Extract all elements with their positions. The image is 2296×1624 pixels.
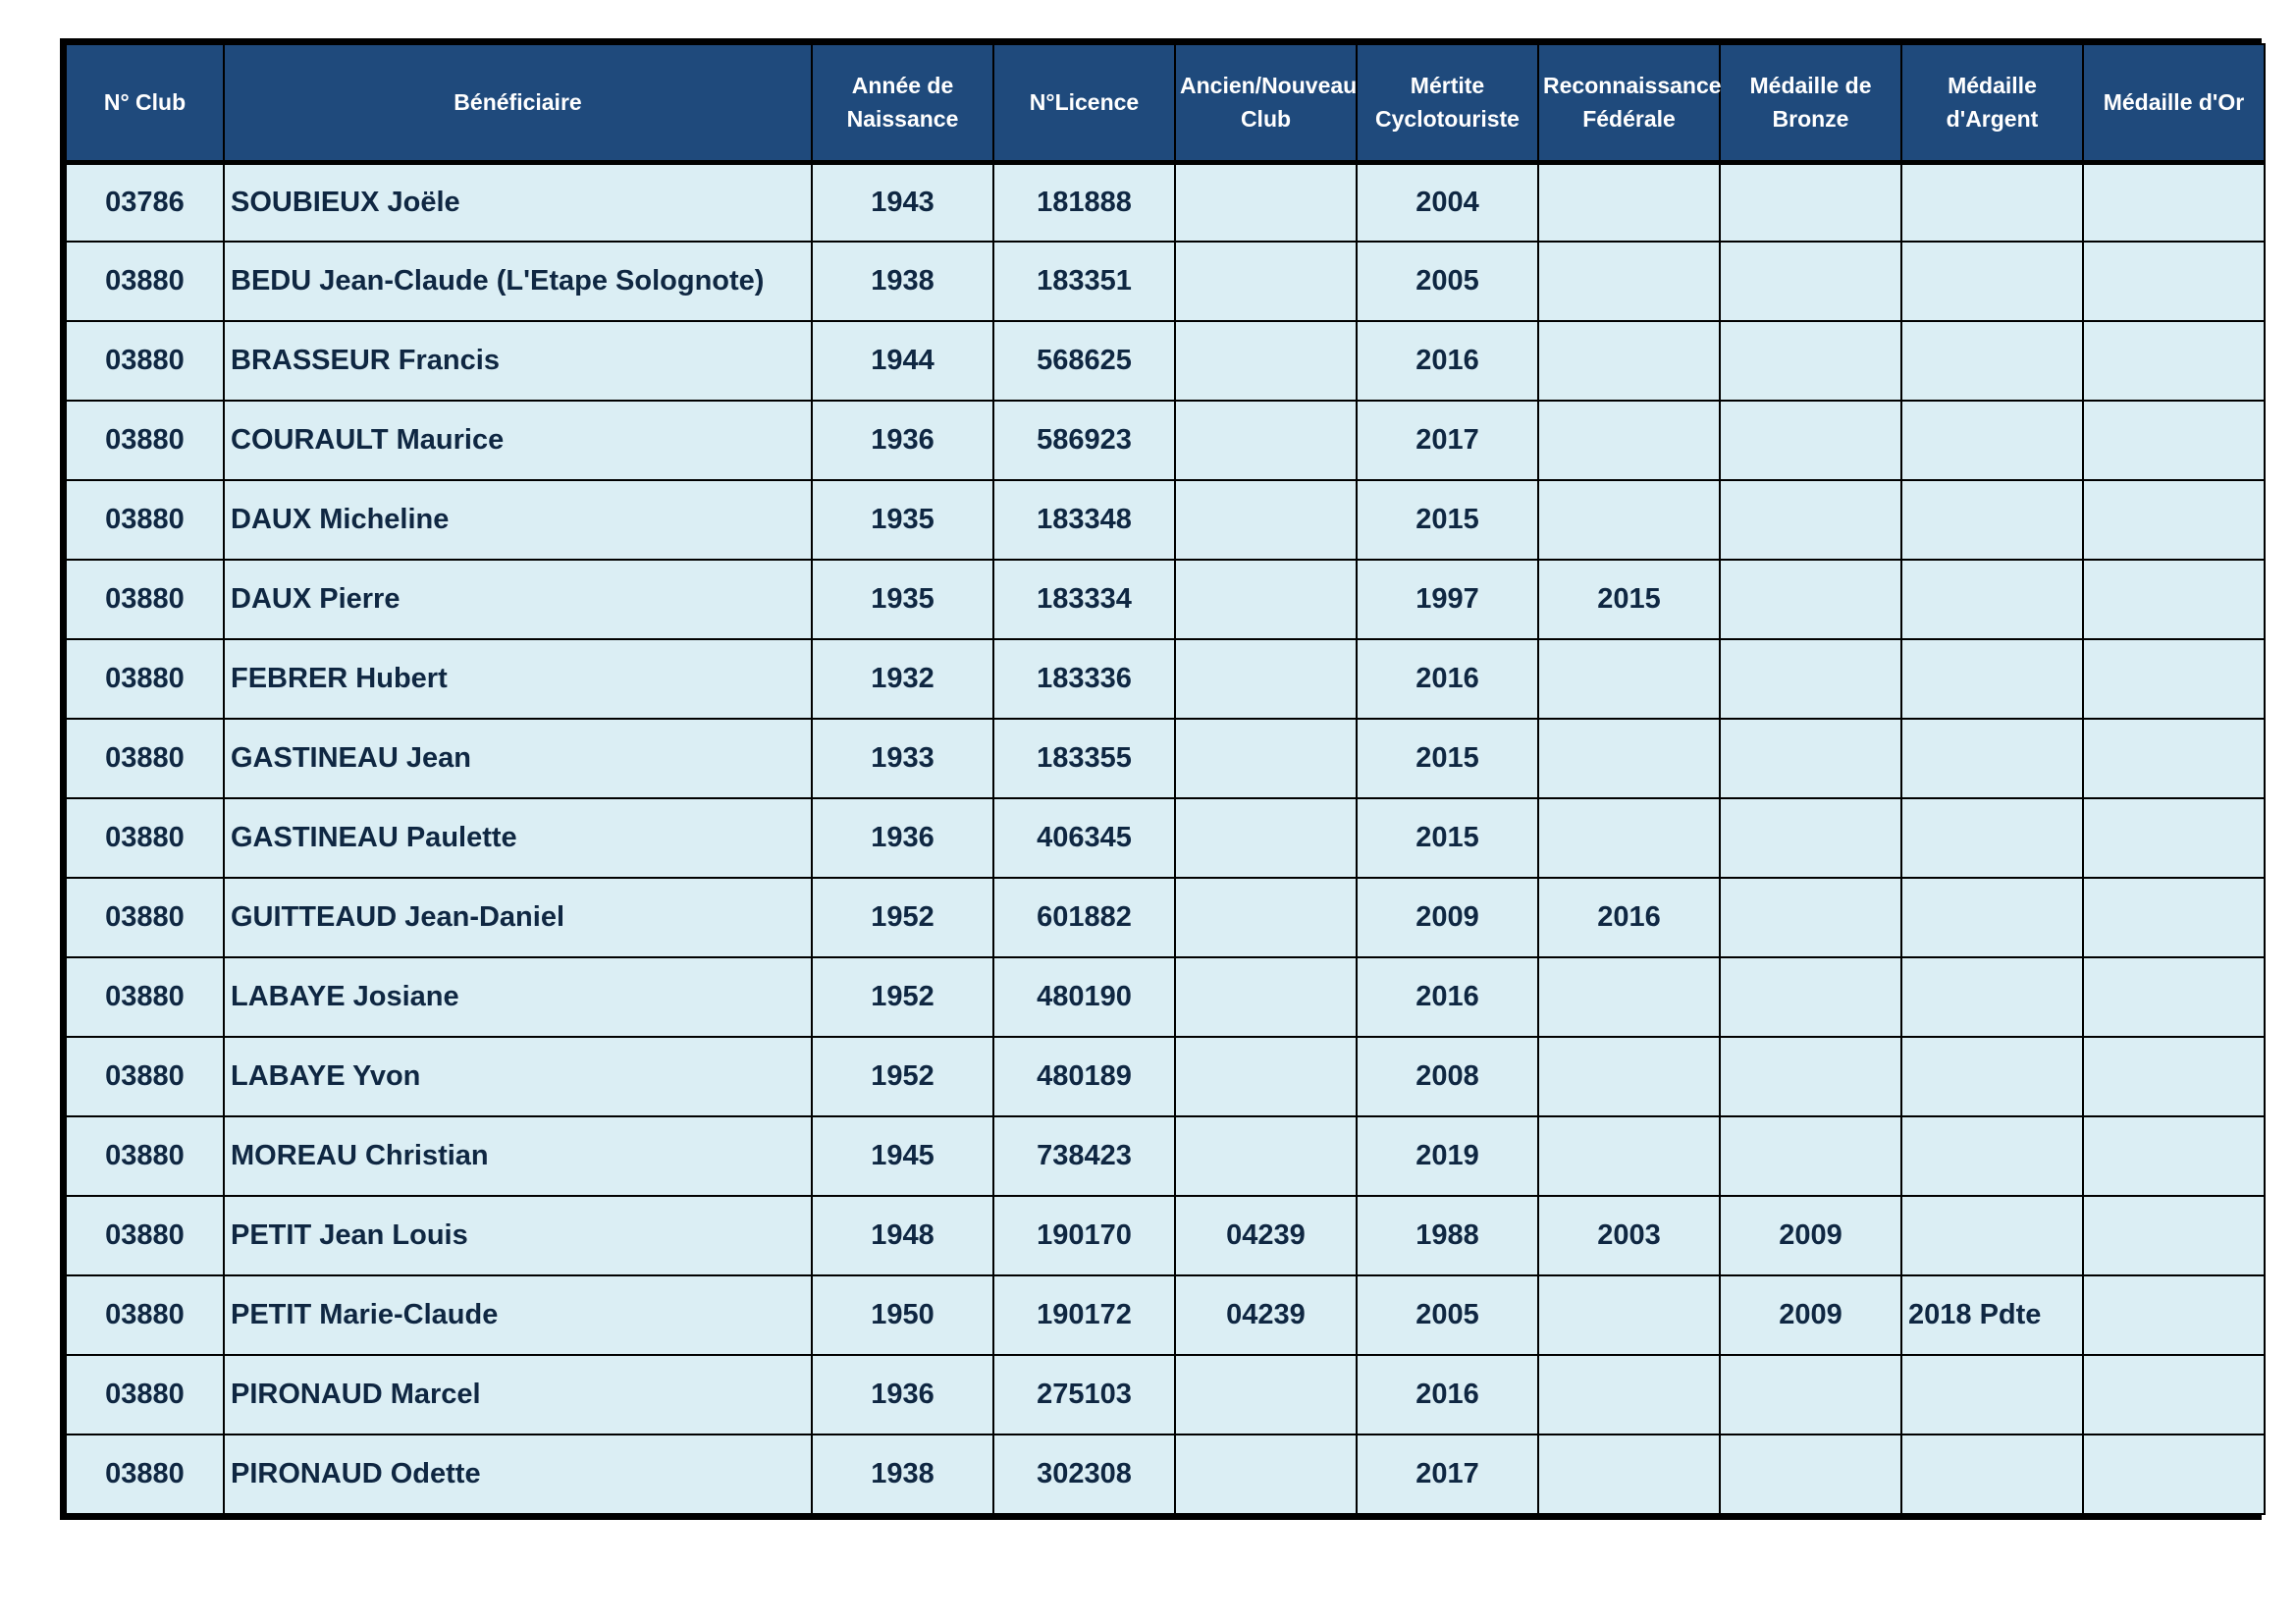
cell-medaille-argent	[1901, 639, 2083, 719]
cell-licence: 586923	[993, 401, 1175, 480]
header-club: N° Club	[66, 44, 224, 162]
cell-merite-cyclotouriste: 2015	[1357, 719, 1538, 798]
table-body	[66, 162, 2265, 1514]
cell-medaille-argent	[1901, 1116, 2083, 1196]
cell-medaille-argent	[1901, 957, 2083, 1037]
cell-beneficiaire: BEDU Jean-Claude (L'Etape Solognote)	[224, 242, 812, 321]
cell-beneficiaire: PETIT Jean Louis	[224, 1196, 812, 1275]
cell-reconnaissance-federale	[1538, 1116, 1720, 1196]
cell-beneficiaire: GUITTEAUD Jean-Daniel	[224, 878, 812, 957]
cell-club: 03880	[66, 242, 224, 321]
cell-beneficiaire: PIRONAUD Odette	[224, 1435, 812, 1514]
cell-medaille-argent	[1901, 401, 2083, 480]
cell-beneficiaire: COURAULT Maurice	[224, 401, 812, 480]
cell-medaille-argent	[1901, 1355, 2083, 1435]
cell-merite-cyclotouriste: 2009	[1357, 878, 1538, 957]
header-reconnaissance-federale: Reconnaissance Fédérale	[1538, 44, 1720, 162]
cell-medaille-argent: 2018 Pdte	[1901, 1275, 2083, 1355]
cell-medaille-argent	[1901, 162, 2083, 242]
cell-medaille-or	[2083, 1037, 2265, 1116]
cell-ancien-nouveau-club	[1175, 1435, 1357, 1514]
cell-beneficiaire: GASTINEAU Jean	[224, 719, 812, 798]
table-row	[66, 1435, 2265, 1514]
cell-reconnaissance-federale: 2003	[1538, 1196, 1720, 1275]
awards-table	[65, 43, 2266, 1515]
cell-club: 03880	[66, 1116, 224, 1196]
table-row	[66, 957, 2265, 1037]
cell-licence: 406345	[993, 798, 1175, 878]
cell-medaille-or	[2083, 957, 2265, 1037]
cell-licence: 183334	[993, 560, 1175, 639]
cell-reconnaissance-federale	[1538, 1355, 1720, 1435]
cell-reconnaissance-federale	[1538, 957, 1720, 1037]
cell-medaille-bronze	[1720, 1435, 1901, 1514]
cell-club: 03880	[66, 719, 224, 798]
cell-ancien-nouveau-club	[1175, 1116, 1357, 1196]
cell-medaille-bronze	[1720, 321, 1901, 401]
cell-medaille-or	[2083, 560, 2265, 639]
cell-annee-naissance: 1950	[812, 1275, 993, 1355]
cell-medaille-argent	[1901, 798, 2083, 878]
cell-annee-naissance: 1936	[812, 401, 993, 480]
cell-reconnaissance-federale	[1538, 1037, 1720, 1116]
cell-ancien-nouveau-club	[1175, 162, 1357, 242]
table-row	[66, 798, 2265, 878]
header-merite-cyclotouriste: Mértite Cyclotouriste	[1357, 44, 1538, 162]
table-row	[66, 1037, 2265, 1116]
cell-beneficiaire: GASTINEAU Paulette	[224, 798, 812, 878]
cell-merite-cyclotouriste: 1997	[1357, 560, 1538, 639]
cell-licence: 181888	[993, 162, 1175, 242]
cell-ancien-nouveau-club	[1175, 878, 1357, 957]
cell-reconnaissance-federale	[1538, 798, 1720, 878]
cell-medaille-bronze	[1720, 1037, 1901, 1116]
cell-merite-cyclotouriste: 2008	[1357, 1037, 1538, 1116]
cell-ancien-nouveau-club: 04239	[1175, 1275, 1357, 1355]
cell-club: 03880	[66, 560, 224, 639]
cell-reconnaissance-federale	[1538, 162, 1720, 242]
cell-annee-naissance: 1943	[812, 162, 993, 242]
header-medaille-argent: Médaille d'Argent	[1901, 44, 2083, 162]
cell-ancien-nouveau-club: 04239	[1175, 1196, 1357, 1275]
cell-merite-cyclotouriste: 2017	[1357, 1435, 1538, 1514]
cell-medaille-bronze	[1720, 560, 1901, 639]
cell-club: 03880	[66, 1435, 224, 1514]
cell-reconnaissance-federale: 2016	[1538, 878, 1720, 957]
cell-ancien-nouveau-club	[1175, 321, 1357, 401]
cell-annee-naissance: 1936	[812, 1355, 993, 1435]
cell-merite-cyclotouriste: 2005	[1357, 242, 1538, 321]
cell-medaille-argent	[1901, 878, 2083, 957]
cell-medaille-bronze	[1720, 162, 1901, 242]
cell-licence: 275103	[993, 1355, 1175, 1435]
cell-medaille-bronze	[1720, 1116, 1901, 1196]
cell-medaille-or	[2083, 1355, 2265, 1435]
cell-medaille-or	[2083, 1196, 2265, 1275]
table-row	[66, 480, 2265, 560]
table-row	[66, 719, 2265, 798]
cell-licence: 568625	[993, 321, 1175, 401]
cell-licence: 183355	[993, 719, 1175, 798]
table-row	[66, 1196, 2265, 1275]
cell-annee-naissance: 1938	[812, 1435, 993, 1514]
cell-licence: 183336	[993, 639, 1175, 719]
cell-licence: 183351	[993, 242, 1175, 321]
cell-beneficiaire: FEBRER Hubert	[224, 639, 812, 719]
cell-medaille-or	[2083, 1435, 2265, 1514]
cell-reconnaissance-federale: 2015	[1538, 560, 1720, 639]
table-row	[66, 321, 2265, 401]
cell-merite-cyclotouriste: 2016	[1357, 1355, 1538, 1435]
cell-medaille-bronze	[1720, 242, 1901, 321]
cell-ancien-nouveau-club	[1175, 798, 1357, 878]
cell-medaille-bronze	[1720, 798, 1901, 878]
cell-medaille-or	[2083, 1116, 2265, 1196]
cell-merite-cyclotouriste: 2015	[1357, 798, 1538, 878]
cell-reconnaissance-federale	[1538, 1435, 1720, 1514]
cell-club: 03880	[66, 878, 224, 957]
cell-club: 03880	[66, 798, 224, 878]
cell-ancien-nouveau-club	[1175, 242, 1357, 321]
cell-medaille-or	[2083, 162, 2265, 242]
cell-annee-naissance: 1945	[812, 1116, 993, 1196]
table-row	[66, 162, 2265, 242]
cell-reconnaissance-federale	[1538, 719, 1720, 798]
cell-club: 03880	[66, 639, 224, 719]
cell-reconnaissance-federale	[1538, 401, 1720, 480]
cell-ancien-nouveau-club	[1175, 480, 1357, 560]
header-medaille-or: Médaille d'Or	[2083, 44, 2265, 162]
cell-club: 03880	[66, 957, 224, 1037]
table-row	[66, 639, 2265, 719]
table-row	[66, 401, 2265, 480]
table-header	[66, 44, 2265, 162]
cell-medaille-or	[2083, 242, 2265, 321]
cell-club: 03880	[66, 1355, 224, 1435]
table-row	[66, 560, 2265, 639]
cell-medaille-bronze	[1720, 480, 1901, 560]
header-row	[66, 44, 2265, 162]
cell-licence: 190170	[993, 1196, 1175, 1275]
cell-club: 03880	[66, 1196, 224, 1275]
cell-beneficiaire: LABAYE Yvon	[224, 1037, 812, 1116]
cell-ancien-nouveau-club	[1175, 401, 1357, 480]
cell-beneficiaire: PIRONAUD Marcel	[224, 1355, 812, 1435]
cell-licence: 480189	[993, 1037, 1175, 1116]
cell-ancien-nouveau-club	[1175, 1037, 1357, 1116]
cell-medaille-argent	[1901, 560, 2083, 639]
cell-merite-cyclotouriste: 2015	[1357, 480, 1538, 560]
header-ancien-nouveau-club: Ancien/Nouveau Club	[1175, 44, 1357, 162]
cell-ancien-nouveau-club	[1175, 560, 1357, 639]
table-row	[66, 1116, 2265, 1196]
cell-club: 03880	[66, 401, 224, 480]
cell-medaille-bronze	[1720, 401, 1901, 480]
header-licence: N°Licence	[993, 44, 1175, 162]
cell-ancien-nouveau-club	[1175, 957, 1357, 1037]
cell-medaille-or	[2083, 480, 2265, 560]
cell-annee-naissance: 1952	[812, 1037, 993, 1116]
cell-licence: 738423	[993, 1116, 1175, 1196]
cell-reconnaissance-federale	[1538, 242, 1720, 321]
cell-medaille-bronze	[1720, 878, 1901, 957]
cell-medaille-or	[2083, 321, 2265, 401]
table-row	[66, 878, 2265, 957]
cell-merite-cyclotouriste: 2005	[1357, 1275, 1538, 1355]
header-beneficiaire: Bénéficiaire	[224, 44, 812, 162]
cell-club: 03880	[66, 1037, 224, 1116]
cell-reconnaissance-federale	[1538, 639, 1720, 719]
cell-licence: 190172	[993, 1275, 1175, 1355]
cell-medaille-argent	[1901, 719, 2083, 798]
cell-merite-cyclotouriste: 1988	[1357, 1196, 1538, 1275]
cell-beneficiaire: SOUBIEUX Joële	[224, 162, 812, 242]
cell-beneficiaire: DAUX Micheline	[224, 480, 812, 560]
awards-table-sheet	[60, 38, 2262, 1520]
cell-annee-naissance: 1935	[812, 560, 993, 639]
header-medaille-bronze: Médaille de Bronze	[1720, 44, 1901, 162]
cell-ancien-nouveau-club	[1175, 719, 1357, 798]
cell-club: 03880	[66, 321, 224, 401]
cell-annee-naissance: 1952	[812, 878, 993, 957]
cell-medaille-or	[2083, 1275, 2265, 1355]
cell-medaille-or	[2083, 639, 2265, 719]
cell-beneficiaire: DAUX Pierre	[224, 560, 812, 639]
cell-medaille-or	[2083, 401, 2265, 480]
cell-merite-cyclotouriste: 2016	[1357, 957, 1538, 1037]
cell-ancien-nouveau-club	[1175, 1355, 1357, 1435]
cell-reconnaissance-federale	[1538, 1275, 1720, 1355]
cell-licence: 302308	[993, 1435, 1175, 1514]
cell-medaille-argent	[1901, 1037, 2083, 1116]
cell-annee-naissance: 1936	[812, 798, 993, 878]
table-row	[66, 242, 2265, 321]
cell-licence: 480190	[993, 957, 1175, 1037]
cell-reconnaissance-federale	[1538, 480, 1720, 560]
cell-annee-naissance: 1933	[812, 719, 993, 798]
cell-annee-naissance: 1938	[812, 242, 993, 321]
cell-beneficiaire: PETIT Marie-Claude	[224, 1275, 812, 1355]
cell-medaille-or	[2083, 798, 2265, 878]
cell-medaille-or	[2083, 878, 2265, 957]
cell-medaille-bronze	[1720, 639, 1901, 719]
cell-medaille-bronze	[1720, 1355, 1901, 1435]
cell-annee-naissance: 1948	[812, 1196, 993, 1275]
table-row	[66, 1355, 2265, 1435]
cell-reconnaissance-federale	[1538, 321, 1720, 401]
cell-beneficiaire: LABAYE Josiane	[224, 957, 812, 1037]
cell-merite-cyclotouriste: 2019	[1357, 1116, 1538, 1196]
cell-annee-naissance: 1935	[812, 480, 993, 560]
cell-medaille-argent	[1901, 1196, 2083, 1275]
cell-club: 03786	[66, 162, 224, 242]
cell-medaille-bronze: 2009	[1720, 1275, 1901, 1355]
cell-club: 03880	[66, 480, 224, 560]
cell-merite-cyclotouriste: 2016	[1357, 321, 1538, 401]
cell-medaille-or	[2083, 719, 2265, 798]
cell-merite-cyclotouriste: 2016	[1357, 639, 1538, 719]
header-annee-naissance: Année de Naissance	[812, 44, 993, 162]
cell-medaille-argent	[1901, 321, 2083, 401]
cell-beneficiaire: MOREAU Christian	[224, 1116, 812, 1196]
cell-medaille-argent	[1901, 1435, 2083, 1514]
cell-medaille-argent	[1901, 480, 2083, 560]
cell-medaille-bronze	[1720, 957, 1901, 1037]
cell-ancien-nouveau-club	[1175, 639, 1357, 719]
cell-annee-naissance: 1932	[812, 639, 993, 719]
cell-medaille-bronze: 2009	[1720, 1196, 1901, 1275]
cell-annee-naissance: 1952	[812, 957, 993, 1037]
cell-beneficiaire: BRASSEUR Francis	[224, 321, 812, 401]
cell-licence: 183348	[993, 480, 1175, 560]
cell-merite-cyclotouriste: 2017	[1357, 401, 1538, 480]
cell-licence: 601882	[993, 878, 1175, 957]
cell-medaille-argent	[1901, 242, 2083, 321]
cell-club: 03880	[66, 1275, 224, 1355]
cell-merite-cyclotouriste: 2004	[1357, 162, 1538, 242]
table-row	[66, 1275, 2265, 1355]
cell-annee-naissance: 1944	[812, 321, 993, 401]
cell-medaille-bronze	[1720, 719, 1901, 798]
